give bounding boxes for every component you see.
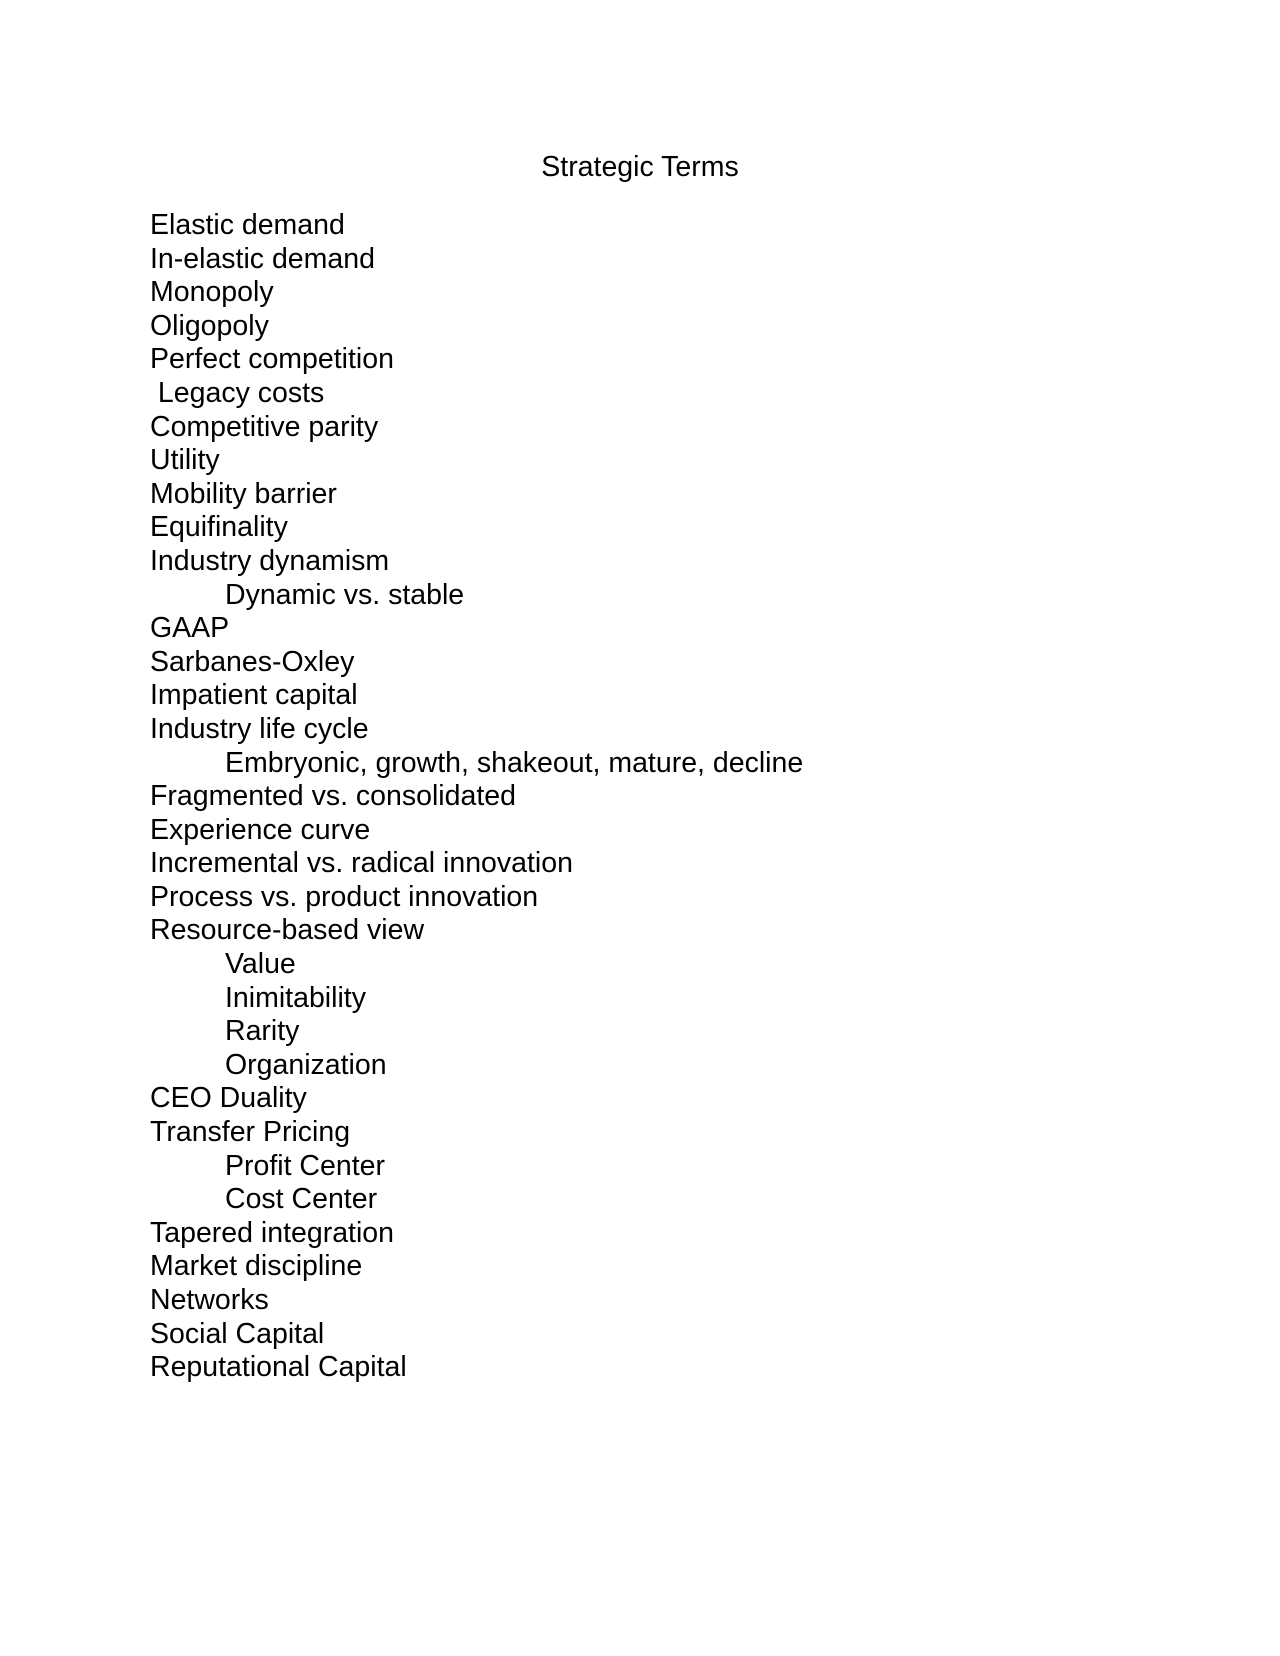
term-item: Experience curve [150, 813, 371, 846]
term-item: Monopoly [150, 276, 274, 309]
term-item: Market discipline [150, 1250, 363, 1283]
term-item: Impatient capital [150, 679, 358, 712]
sub-term-item: Organization [225, 1048, 387, 1081]
term-item: GAAP [150, 612, 230, 645]
term-item: Process vs. product innovation [150, 880, 539, 913]
term-item: Industry dynamism [150, 544, 390, 577]
term-item: Resource-based view [150, 914, 425, 947]
sub-term-item: Inimitability [225, 981, 366, 1014]
term-item: Competitive parity [150, 410, 379, 443]
term-item: Industry life cycle [150, 712, 369, 745]
document-title: Strategic Terms [541, 151, 739, 183]
term-item: Fragmented vs. consolidated [150, 780, 516, 813]
term-item: Reputational Capital [150, 1351, 407, 1384]
term-item: CEO Duality [150, 1082, 307, 1115]
term-item: Transfer Pricing [150, 1116, 351, 1149]
term-item: Networks [150, 1284, 269, 1316]
sub-term-item: Embryonic, growth, shakeout, mature, decline [225, 746, 804, 779]
term-item: Incremental vs. radical innovation [150, 847, 573, 880]
sub-term-item: Value [225, 948, 296, 981]
term-item: Mobility barrier [150, 477, 337, 510]
term-item: Social Capital [150, 1317, 325, 1350]
sub-term-item: Dynamic vs. stable [225, 578, 465, 611]
term-list [150, 209, 803, 1385]
term-item: Sarbanes-Oxley [150, 645, 355, 678]
term-item: Tapered integration [150, 1216, 395, 1249]
term-item: Equifinality [150, 511, 288, 544]
term-item: Legacy costs [150, 376, 325, 409]
sub-term-item: Rarity [225, 1015, 300, 1048]
term-item: Utility [150, 444, 220, 477]
sub-term-item: Profit Center [225, 1149, 385, 1182]
term-item: Elastic demand [150, 209, 345, 241]
sub-term-item: Cost Center [225, 1183, 378, 1216]
term-item: In-elastic demand [150, 242, 375, 275]
term-item: Oligopoly [150, 309, 269, 342]
term-item: Perfect competition [150, 343, 394, 376]
